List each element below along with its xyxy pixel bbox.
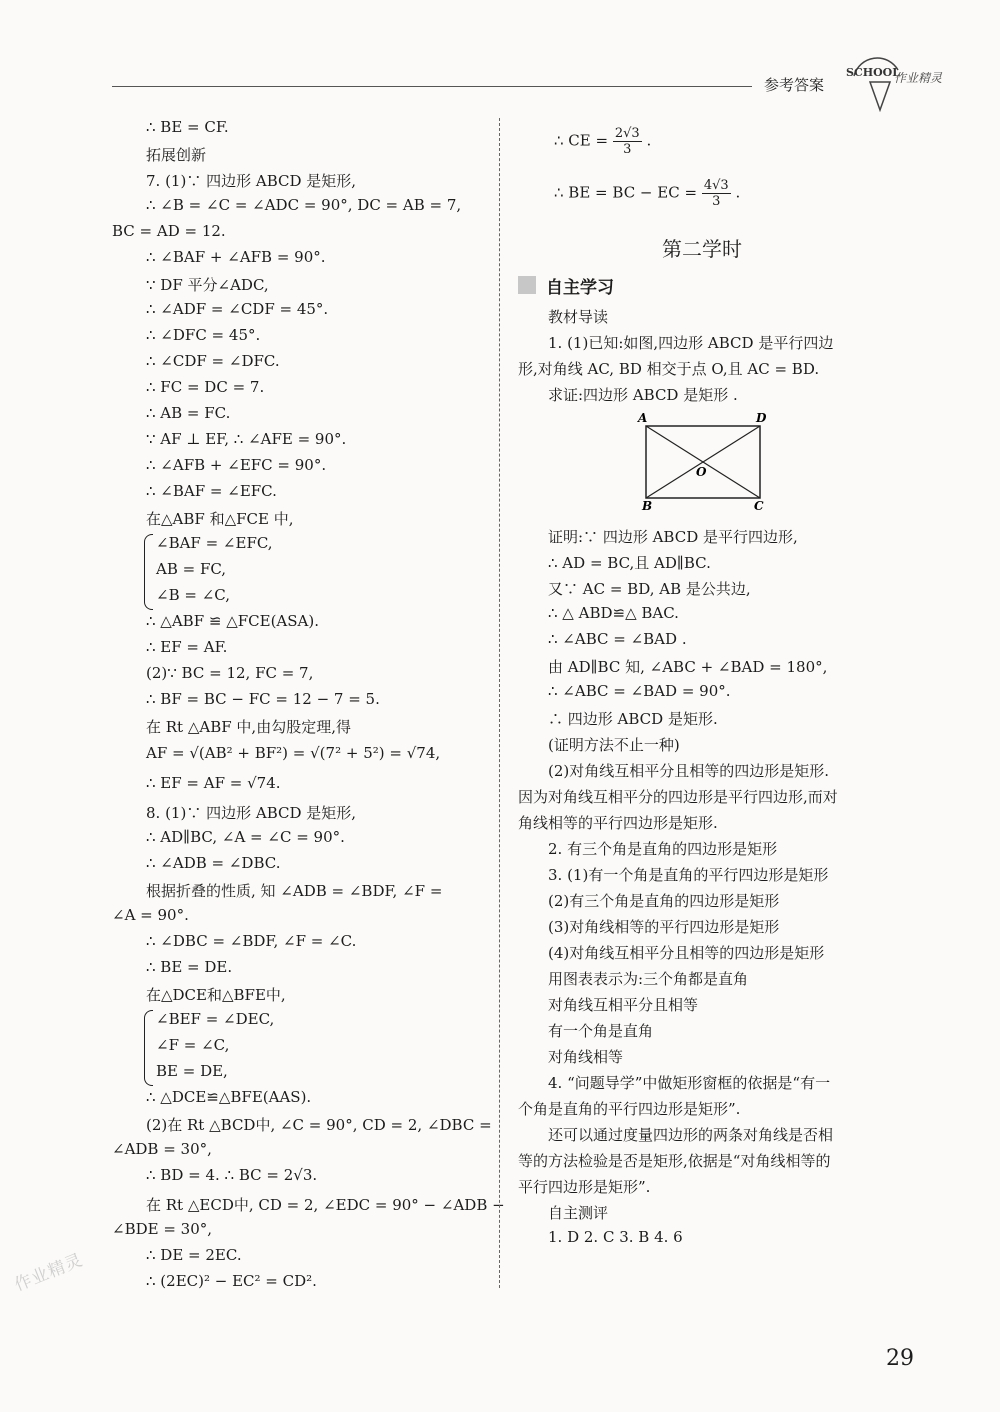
svg-text:SCHOOL: SCHOOL bbox=[846, 66, 900, 79]
text-line: ∠BDE = 30°, bbox=[112, 1220, 213, 1238]
header-label: 参考答案 bbox=[764, 76, 825, 94]
text-line: (2)有三个角是直角的四边形是矩形 bbox=[548, 892, 780, 910]
text-line: 在△ABF 和△FCE 中, bbox=[146, 510, 294, 528]
text-line: (2)在 Rt △BCD中, ∠C = 90°, CD = 2, ∠DBC = bbox=[146, 1116, 492, 1134]
text-line: ∠BEF = ∠DEC, bbox=[156, 1010, 275, 1028]
text-line: 1. (1)已知:如图,四边形 ABCD 是平行四边 bbox=[548, 334, 834, 352]
page-number: 29 bbox=[886, 1346, 914, 1371]
text-line: 自主测评 bbox=[548, 1204, 609, 1222]
text-line: ∴ ∠ADF = ∠CDF = 45°. bbox=[146, 300, 329, 318]
text-line: 证明:∵ 四边形 ABCD 是平行四边形, bbox=[548, 528, 798, 546]
text-line: ∴ BE = DE. bbox=[146, 958, 233, 976]
ce-equation: ∴ CE = $\frac{2√3}{3}$ . bbox=[554, 126, 652, 157]
text-line: ∵ DF 平分∠ADC, bbox=[146, 276, 269, 294]
text-line: ∴ BF = BC − FC = 12 − 7 = 5. bbox=[146, 690, 380, 708]
text-line: ∴ ∠DFC = 45°. bbox=[146, 326, 261, 344]
text-line: (2)对角线互相平分且相等的四边形是矩形. bbox=[548, 762, 830, 780]
text-line: ∴ ∠ABC = ∠BAD = 90°. bbox=[548, 682, 731, 700]
label-d: D bbox=[756, 411, 767, 425]
label-o: O bbox=[696, 465, 707, 479]
text-line: 个角是直角的平行四边形是矩形”. bbox=[518, 1100, 741, 1118]
text-line: AB = FC, bbox=[156, 560, 227, 578]
text-line: (4)对角线互相平分且相等的四边形是矩形 bbox=[548, 944, 825, 962]
text-line: (2)∵ BC = 12, FC = 7, bbox=[146, 664, 314, 682]
text-line: 7. (1)∵ 四边形 ABCD 是矩形, bbox=[146, 172, 357, 190]
text-line: ∴ ∠BAF + ∠AFB = 90°. bbox=[146, 248, 326, 266]
text-line: 对角线互相平分且相等 bbox=[548, 996, 699, 1014]
text-line: ∴ △ABF ≌ △FCE(ASA). bbox=[146, 612, 319, 630]
text-line: BC = AD = 12. bbox=[112, 222, 226, 240]
text-line: ∴ AB = FC. bbox=[146, 404, 231, 422]
text-line: 2. 有三个角是直角的四边形是矩形 bbox=[548, 840, 778, 858]
label-a: A bbox=[638, 411, 648, 425]
text-line: ∴ BE = CF. bbox=[146, 118, 229, 136]
text-line: 角线相等的平行四边形是矩形. bbox=[518, 814, 718, 832]
section-title: 第二学时 bbox=[662, 237, 742, 261]
text-line: ∴ EF = AF = √74. bbox=[146, 774, 281, 792]
text-line: ∴ ∠BAF = ∠EFC. bbox=[146, 482, 277, 500]
text-line: 因为对角线互相平分的四边形是平行四边形,而对 bbox=[518, 788, 838, 806]
text-line: ∴ AD = BC,且 AD∥BC. bbox=[548, 554, 711, 572]
label-b: B bbox=[642, 499, 653, 512]
text-line: 等的方法检验是否是矩形,依据是“对角线相等的 bbox=[518, 1152, 831, 1170]
svg-text:作业精灵: 作业精灵 bbox=[894, 71, 943, 85]
text-line: (3)对角线相等的平行四边形是矩形 bbox=[548, 918, 780, 936]
text-line: 又∵ AC = BD, AB 是公共边, bbox=[548, 580, 751, 598]
text-line: (证明方法不止一种) bbox=[548, 736, 680, 754]
text-line: 3. (1)有一个角是直角的平行四边形是矩形 bbox=[548, 866, 829, 884]
text-line: 根据折叠的性质, 知 ∠ADB = ∠BDF, ∠F = bbox=[146, 882, 443, 900]
text-line: 求证:四边形 ABCD 是矩形 . bbox=[548, 386, 738, 404]
text-line: ∴ △ ABD≌△ BAC. bbox=[548, 604, 679, 622]
text-line: ∠BAF = ∠EFC, bbox=[156, 534, 273, 552]
text-line: ∴ DE = 2EC. bbox=[146, 1246, 242, 1264]
text-line: ∴ 四边形 ABCD 是矩形. bbox=[548, 710, 718, 728]
text-line: ∴ ∠DBC = ∠BDF, ∠F = ∠C. bbox=[146, 932, 357, 950]
text-line: 1. D 2. C 3. B 4. 6 bbox=[548, 1228, 683, 1246]
text-line: ∠A = 90°. bbox=[112, 906, 189, 924]
text-line: 在 Rt △ABF 中,由勾股定理,得 bbox=[146, 718, 351, 736]
text-line: 形,对角线 AC, BD 相交于点 O,且 AC = BD. bbox=[518, 360, 820, 378]
be-equation: ∴ BE = BC − EC = $\frac{4√3}{3}$ . bbox=[554, 178, 741, 209]
text-line: ∴ ∠CDF = ∠DFC. bbox=[146, 352, 280, 370]
text-line: ∴ BD = 4. ∴ BC = 2√3. bbox=[146, 1166, 318, 1184]
text-line: 教材导读 bbox=[548, 308, 609, 326]
text-line: ∠B = ∠C, bbox=[156, 586, 230, 604]
text-line: 8. (1)∵ 四边形 ABCD 是矩形, bbox=[146, 804, 357, 822]
text-line: ∠ADB = 30°, bbox=[112, 1140, 212, 1158]
section-heading: 自主学习 bbox=[546, 278, 614, 298]
text-line: ∴ FC = DC = 7. bbox=[146, 378, 265, 396]
text-line: ∠F = ∠C, bbox=[156, 1036, 230, 1054]
text-line: ∴ EF = AF. bbox=[146, 638, 228, 656]
text-line: ∵ AF ⊥ EF, ∴ ∠AFE = 90°. bbox=[146, 430, 347, 448]
text-line: ∴ ∠B = ∠C = ∠ADC = 90°, DC = AB = 7, bbox=[146, 196, 462, 214]
text-line: 有一个角是直角 bbox=[548, 1022, 654, 1040]
text-line: 对角线相等 bbox=[548, 1048, 624, 1066]
text-line: BE = DE, bbox=[156, 1062, 228, 1080]
text-line: 4. “问题导学”中做矩形窗框的依据是“有一 bbox=[548, 1074, 831, 1092]
text-line: AF = √(AB² + BF²) = √(7² + 5²) = √74, bbox=[146, 744, 441, 762]
text-line: 在△DCE和△BFE中, bbox=[146, 986, 286, 1004]
text-line: 还可以通过度量四边形的两条对角线是否相 bbox=[548, 1126, 834, 1144]
text-line: ∴ ∠ADB = ∠DBC. bbox=[146, 854, 281, 872]
text-line: ∴ AD∥BC, ∠A = ∠C = 90°. bbox=[146, 828, 345, 846]
text-line: ∴ ∠ABC = ∠BAD . bbox=[548, 630, 687, 648]
label-c: C bbox=[754, 499, 764, 512]
text-line: 由 AD∥BC 知, ∠ABC + ∠BAD = 180°, bbox=[548, 658, 828, 676]
watermark: 作业精灵 bbox=[11, 1250, 87, 1296]
text-line: 在 Rt △ECD中, CD = 2, ∠EDC = 90° − ∠ADB − bbox=[146, 1196, 505, 1214]
text-line: 用图表表示为:三个角都是直角 bbox=[548, 970, 749, 988]
text-line: ∴ ∠AFB + ∠EFC = 90°. bbox=[146, 456, 327, 474]
text-line: ∴ △DCE≌△BFE(AAS). bbox=[146, 1088, 312, 1106]
text-line: 平行四边形是矩形”. bbox=[518, 1178, 651, 1196]
text-line: 拓展创新 bbox=[146, 146, 207, 164]
text-line: ∴ (2EC)² − EC² = CD². bbox=[146, 1272, 317, 1290]
